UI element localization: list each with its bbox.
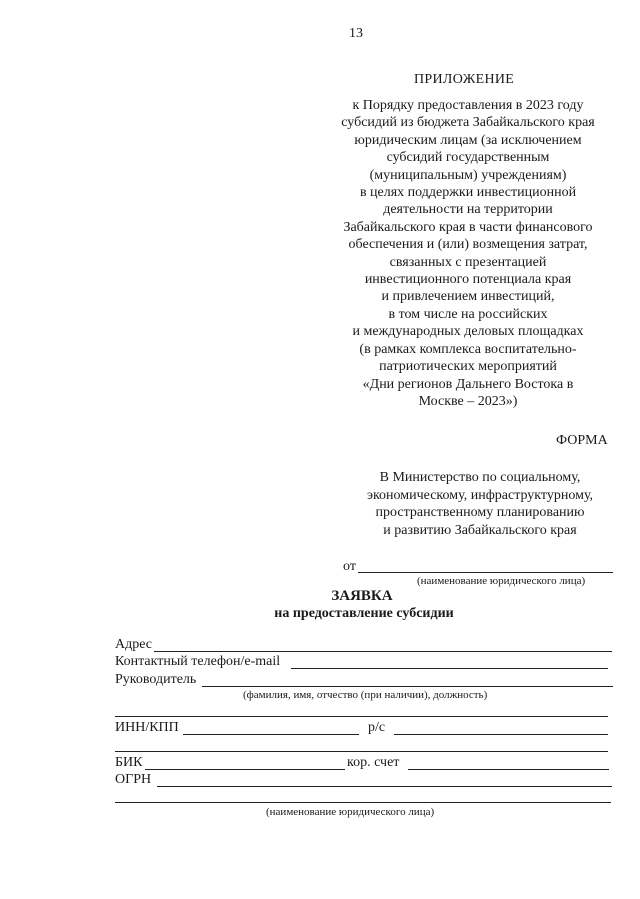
appendix-line: и привлечением инвестиций,: [381, 289, 555, 305]
address-blank-line[interactable]: [154, 651, 612, 652]
application-subtitle: на предоставление субсидии: [274, 606, 454, 621]
bik-blank-line[interactable]: [145, 769, 345, 770]
appendix-line: деятельности на территории: [383, 202, 553, 218]
appendix-line: субсидий из бюджета Забайкальского края: [341, 115, 595, 131]
ogrn-blank-line[interactable]: [157, 786, 612, 787]
manager-blank-line[interactable]: [202, 686, 613, 687]
appendix-line: Москве – 2023»): [418, 393, 518, 409]
manager-hint: (фамилия, имя, отчество (при наличии), должность): [243, 689, 488, 701]
appendix-line: обеспечения и (или) возмещения затрат,: [348, 237, 588, 253]
legal-entity-blank-line[interactable]: [115, 802, 611, 803]
address-label: Адрес: [115, 637, 153, 652]
bottom-hint: (наименование юридического лица): [266, 806, 435, 818]
appendix-line: субсидий государственным: [386, 150, 550, 166]
appendix-line: патриотических мероприятий: [379, 359, 557, 375]
from-blank-line[interactable]: [358, 572, 613, 573]
manager-label: Руководитель: [115, 672, 197, 687]
appendix-line: юридическим лицам (за исключением: [354, 132, 582, 148]
from-hint: (наименование юридического лица): [417, 575, 586, 587]
account-label: р/с: [368, 720, 386, 735]
corr-account-blank-line[interactable]: [408, 769, 609, 770]
corr-account-label: кор. счет: [347, 755, 400, 770]
appendix-line: Забайкальского края в части финансового: [343, 219, 593, 235]
ogrn-label: ОГРН: [115, 772, 152, 787]
appendix-text: [318, 97, 618, 410]
phone-email-blank-line[interactable]: [291, 668, 608, 669]
addressee-line: пространственному планированию: [375, 505, 585, 520]
appendix-line: в целях поддержки инвестиционной: [359, 185, 577, 201]
appendix-line: инвестиционного потенциала края: [364, 272, 572, 288]
blank-line[interactable]: [115, 716, 608, 717]
appendix-line: в том числе на российских: [388, 306, 548, 322]
appendix-line: «Дни регионов Дальнего Востока в: [362, 376, 574, 392]
addressee-line: В Министерство по социальному,: [379, 470, 581, 485]
account-blank-line[interactable]: [394, 734, 608, 735]
appendix-line: к Порядку предоставления в 2023 году: [352, 98, 584, 113]
phone-email-label: Контактный телефон/e-mail: [115, 654, 281, 669]
inn-kpp-label: ИНН/КПП: [115, 720, 179, 735]
addressee-line: экономическому, инфраструктурному,: [366, 487, 594, 503]
appendix-line: (муниципальным) учреждениям): [369, 167, 567, 183]
bik-label: БИК: [115, 755, 143, 770]
blank-line[interactable]: [115, 751, 608, 752]
from-label: от: [343, 559, 356, 574]
appendix-line: и международных деловых площадках: [352, 324, 584, 340]
addressee-line: и развитию Забайкальского края: [383, 522, 577, 538]
inn-kpp-blank-line[interactable]: [183, 734, 359, 735]
appendix-title: ПРИЛОЖЕНИЕ: [414, 72, 515, 87]
application-title: ЗАЯВКА: [331, 588, 393, 604]
appendix-line: (в рамках комплекса воспитательно-: [359, 341, 577, 357]
appendix-line: связанных с презентацией: [389, 254, 547, 270]
addressee-block: [345, 469, 615, 539]
form-label: ФОРМА: [556, 433, 608, 448]
page-number: 13: [349, 26, 363, 41]
